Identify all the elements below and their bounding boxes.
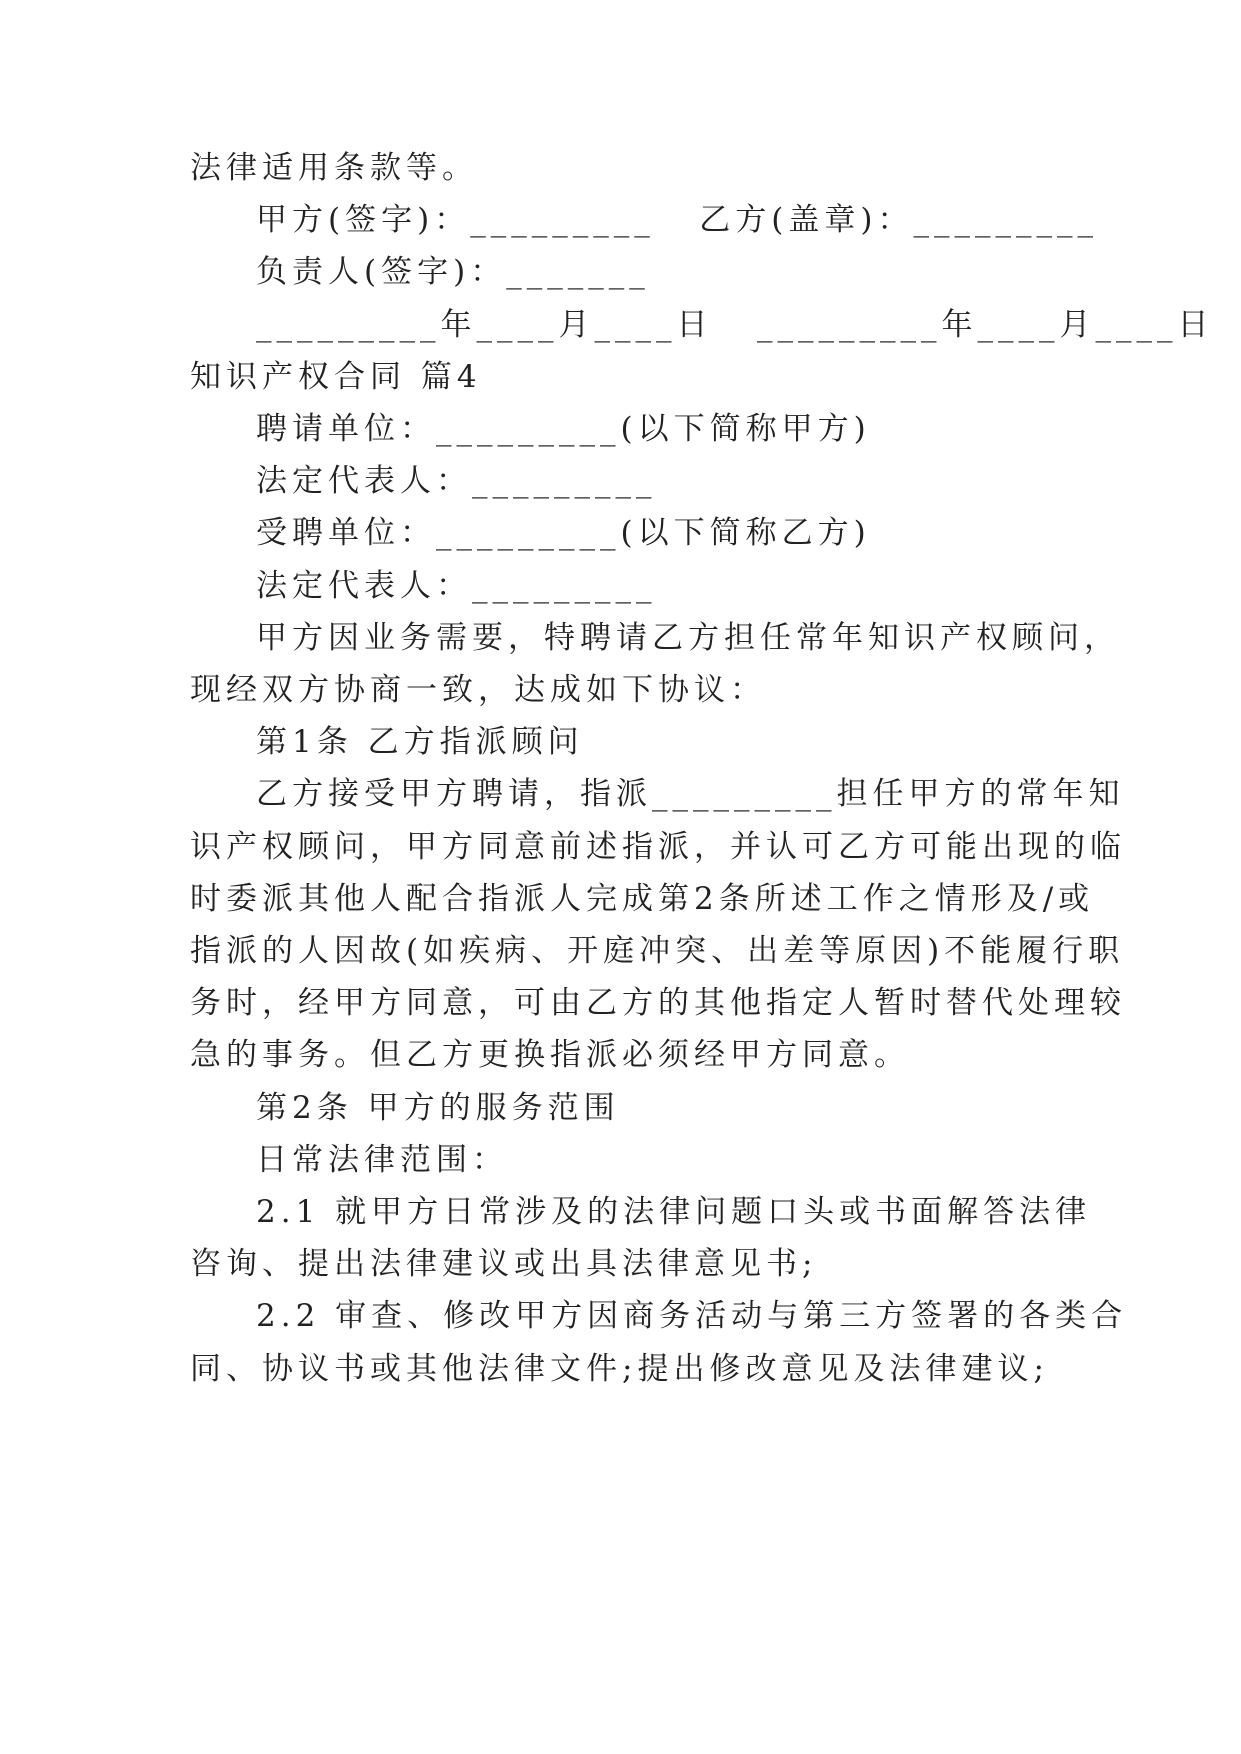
text-line: 甲方(签字)：_________ 乙方(盖章)：_________ bbox=[256, 202, 1098, 239]
text-line: 负责人(签字)：_______ bbox=[256, 254, 650, 291]
text-line: 法定代表人：_________ bbox=[256, 567, 657, 604]
text-line: 现经双方协商一致，达成如下协议： bbox=[190, 672, 766, 708]
text-line: 咨询、提出法律建议或出具法律意见书; bbox=[190, 1246, 818, 1283]
text-line: 2.2 审查、修改甲方因商务活动与第三方签署的各类合 bbox=[256, 1298, 1128, 1335]
text-line: 急的事务。但乙方更换指派必须经甲方同意。 bbox=[190, 1037, 910, 1074]
text-line: 时委派其他人配合指派人完成第2条所述工作之情形及/或 bbox=[190, 880, 1095, 917]
text-line: 第1条 乙方指派顾问 bbox=[256, 724, 584, 761]
text-line: 2.1 就甲方日常涉及的法律问题口头或书面解答法律 bbox=[256, 1194, 1092, 1230]
text-line: 知识产权合同 篇4 bbox=[190, 358, 482, 395]
text-line: 法律适用条款等。 bbox=[190, 150, 478, 186]
document-page bbox=[190, 0, 1214, 1754]
text-line: 甲方因业务需要，特聘请乙方担任常年知识产权顾问， bbox=[256, 619, 1120, 656]
text-line: 日常法律范围： bbox=[256, 1141, 508, 1178]
text-line: 同、协议书或其他法律文件;提出修改意见及法律建议; bbox=[190, 1350, 1049, 1387]
text-line: 法定代表人：_________ bbox=[256, 463, 657, 500]
text-line: 乙方接受甲方聘请，指派_________担任甲方的常年知 bbox=[256, 776, 1125, 813]
text-line: _________年____月____日 _________年____月____日 bbox=[256, 306, 1214, 343]
text-line: 识产权顾问，甲方同意前述指派，并认可乙方可能出现的临 bbox=[190, 828, 1126, 865]
text-line: 务时，经甲方同意，可由乙方的其他指定人暂时替代处理较 bbox=[190, 985, 1126, 1022]
text-line: 指派的人因故(如疾病、开庭冲突、出差等原因)不能履行职 bbox=[190, 933, 1125, 969]
text-line: 受聘单位：_________(以下简称乙方) bbox=[256, 515, 871, 552]
text-line: 聘请单位：_________(以下简称甲方) bbox=[256, 411, 871, 447]
text-line: 第2条 甲方的服务范围 bbox=[256, 1089, 620, 1126]
